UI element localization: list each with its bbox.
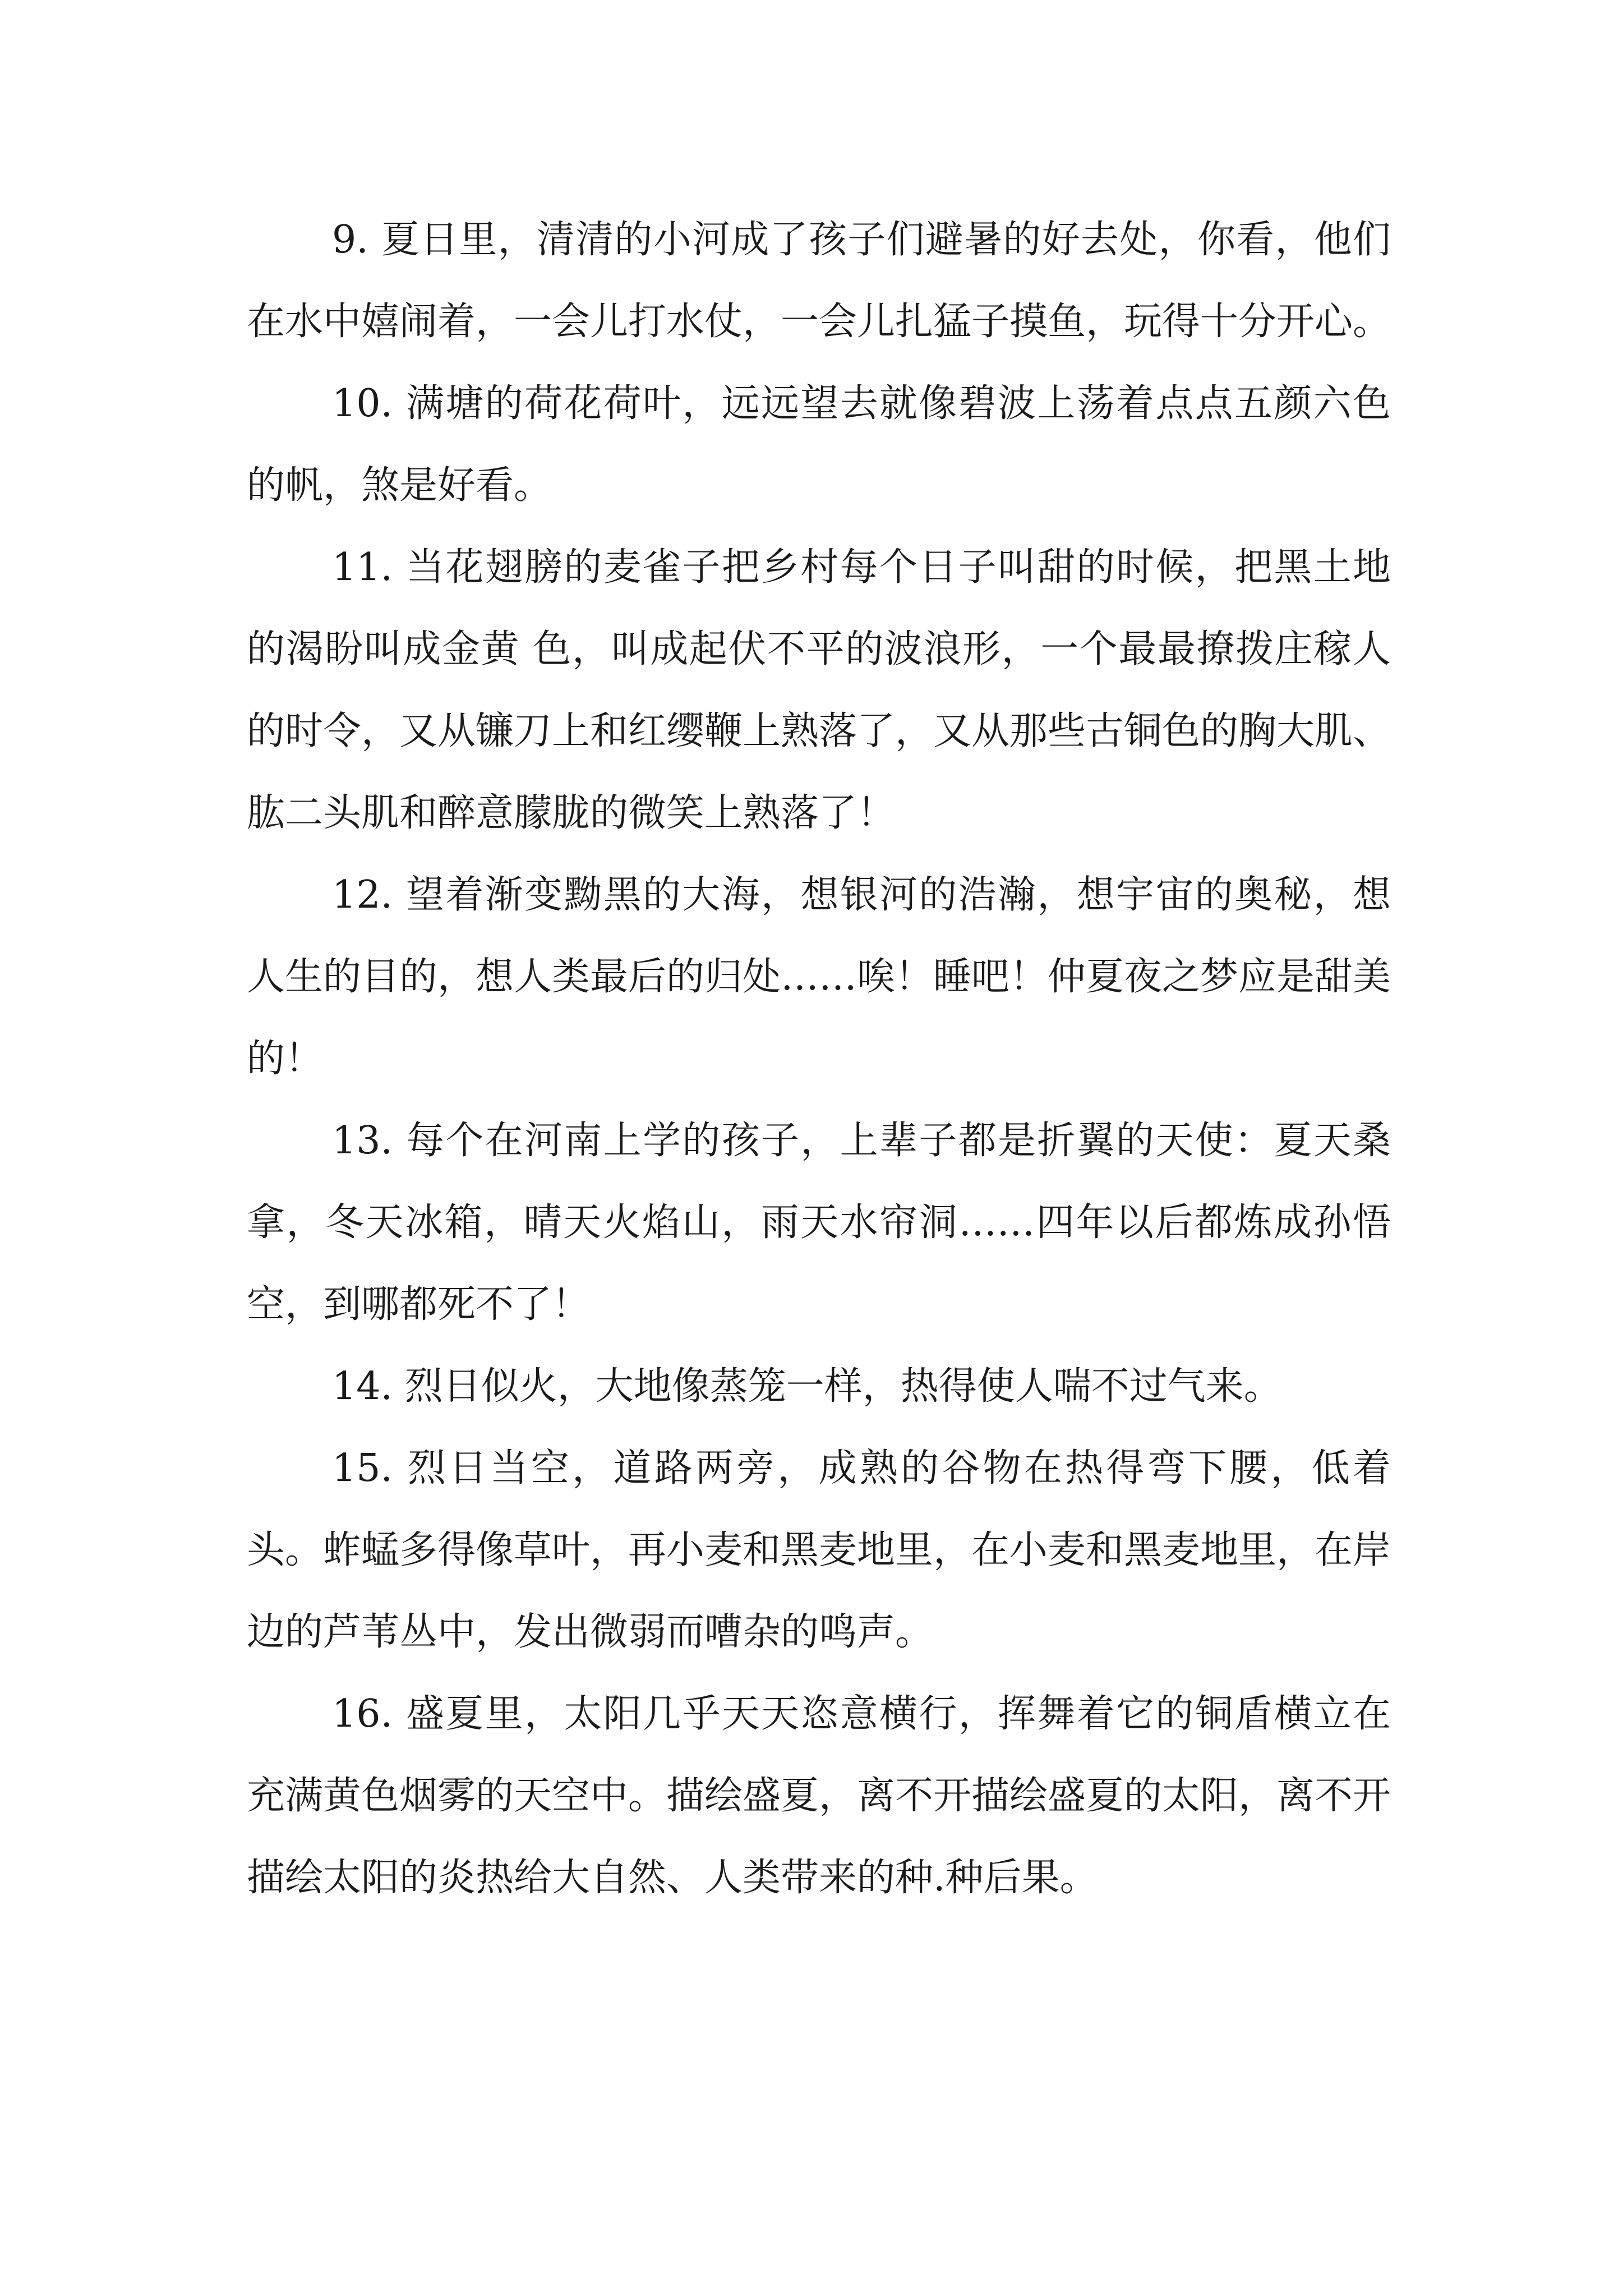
paragraph-9: 9. 夏日里，清清的小河成了孩子们避暑的好去处，你看，他们在水中嬉闹着，一会儿打水仗，一会儿扎猛子摸鱼，玩得十分开心。 — [247, 218, 1391, 344]
paragraph-11: 11. 当花翅膀的麦雀子把乡村每个日子叫甜的时候，把黑土地的渴盼叫成金黄 色，叫成起伏不平的波浪形，一个最最撩拨庄稼人的时令，又从镰刀上和红缨鞭上熟落了，又从那些古铜色的胸大肌、肱二头肌和醉意朦胧的微笑上熟落了！ — [247, 545, 1391, 835]
paragraph-16: 16. 盛夏里，太阳几乎天天恣意横行，挥舞着它的铜盾横立在充满黄色烟雾的天空中。描绘盛夏，离不开描绘盛夏的太阳，离不开描绘太阳的炎热给大自然、人类带来的种.种后果。 — [247, 1692, 1391, 1900]
paragraph-15: 15. 烈日当空，道路两旁，成熟的谷物在热得弯下腰，低着头。蚱蜢多得像草叶，再小麦和黑麦地里，在小麦和黑麦地里，在岸边的芦苇丛中，发出微弱而嘈杂的鸣声。 — [247, 1446, 1391, 1654]
paragraph-14: 14. 烈日似火，大地像蒸笼一样，热得使人喘不过气来。 — [332, 1364, 1282, 1409]
document-body — [247, 199, 1391, 1919]
paragraph-10: 10. 满塘的荷花荷叶，远远望去就像碧波上荡着点点五颜六色的帆，煞是好看。 — [247, 381, 1391, 508]
paragraph-12: 12. 望着渐变黝黑的大海，想银河的浩瀚，想宇宙的奥秘，想人生的目的，想人类最后的归处……唉！睡吧！仲夏夜之梦应是甜美的！ — [247, 873, 1391, 1081]
paragraph-13: 13. 每个在河南上学的孩子，上辈子都是折翼的天使：夏天桑拿，冬天冰箱，晴天火焰山，雨天水帘洞……四年以后都炼成孙悟空，到哪都死不了！ — [247, 1119, 1391, 1327]
